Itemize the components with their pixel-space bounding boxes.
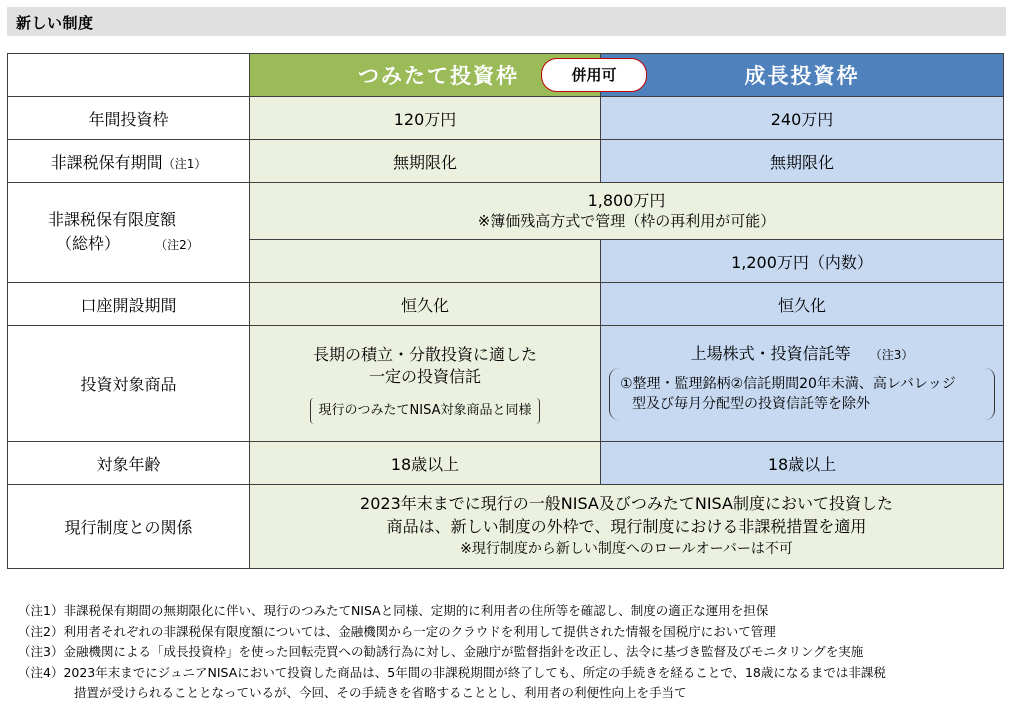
products-growth	[601, 326, 1004, 442]
corner-cell	[8, 54, 250, 97]
footnote-2: （注2）利用者それぞれの非課税保有限度額については、金融機関から一定のクラウドを利用して提供された情報を国税庁において管理	[18, 623, 776, 639]
row-label-period	[8, 140, 250, 183]
products-growth-note: （注3）	[869, 348, 914, 362]
row-label-relation: 現行制度との関係	[8, 485, 250, 569]
relation-content	[250, 485, 1004, 569]
row-label-products: 投資対象商品	[8, 326, 250, 442]
products-growth-detail1: ①整理・監理銘柄②信託期間20年未満、高レバレッジ	[620, 376, 956, 392]
relation-line1: 2023年末までに現行の一般NISA及びつみたてNISA制度において投資した	[360, 494, 893, 513]
limit-growth-sub: 1,200万円（内数）	[601, 240, 1004, 283]
footnote-4-line2: 措置が受けられることとなっているが、今回、その手続きを省略することとし、利用者の利便性向上を手当て	[74, 685, 687, 700]
products-growth-detail-box	[609, 368, 995, 420]
table-row	[8, 183, 1004, 240]
limit-shared	[250, 183, 1004, 240]
combinable-badge: 併用可	[541, 58, 647, 92]
limit-tsumitate-empty	[250, 240, 601, 283]
account-tsumitate: 恒久化	[250, 283, 601, 326]
annual-tsumitate: 120万円	[250, 97, 601, 140]
products-growth-title: 上場株式・投資信託等	[690, 344, 851, 363]
table-row	[8, 283, 1004, 326]
growth-header: 成長投資枠	[601, 54, 1004, 97]
nisa-comparison-table	[7, 53, 1004, 569]
limit-label-line1: 非課税保有限度額	[48, 210, 177, 229]
table-row	[8, 140, 1004, 183]
table-header-row	[8, 54, 1004, 97]
annual-growth: 240万円	[601, 97, 1004, 140]
limit-method: ※簿価残高方式で管理（枠の再利用が可能）	[477, 212, 776, 230]
table-row	[8, 97, 1004, 140]
period-note: （注1）	[162, 156, 207, 171]
tsumitate-header: つみたて投資枠	[250, 54, 601, 97]
table-row	[8, 442, 1004, 485]
products-tsumitate-bracket: 現行のつみたてNISA対象商品と同様	[310, 398, 541, 424]
products-tsumitate-line1: 長期の積立・分散投資に適した	[312, 344, 537, 364]
row-label-annual: 年間投資枠	[8, 97, 250, 140]
footnote-3: （注3）金融機関による「成長投資枠」を使った回転売買への勧誘行為に対し、金融庁が監督指針を改正し、法令に基づき監督及びモニタリングを実施	[18, 644, 864, 659]
row-label-age: 対象年齢	[8, 442, 250, 485]
section-title: 新しい制度	[16, 14, 94, 32]
row-label-account: 口座開設期間	[8, 283, 250, 326]
products-tsumitate-line2: 一定の投資信託	[368, 366, 481, 386]
limit-total: 1,800万円	[587, 191, 666, 210]
period-tsumitate: 無期限化	[250, 140, 601, 183]
row-label-limit	[8, 183, 250, 283]
period-label: 非課税保有期間	[50, 152, 163, 172]
age-tsumitate: 18歳以上	[250, 442, 601, 485]
table-row	[8, 326, 1004, 442]
period-growth: 無期限化	[601, 140, 1004, 183]
age-growth: 18歳以上	[601, 442, 1004, 485]
products-tsumitate	[250, 326, 601, 442]
relation-line2: 商品は、新しい制度の外枠で、現行制度における非課税措置を適用	[386, 517, 867, 536]
products-growth-detail2: 型及び毎月分配型の投資信託等を除外	[632, 396, 870, 412]
limit-label-line2: （総枠）	[56, 234, 121, 253]
footnote-4-line1: （注4）2023年末までにジュニアNISAにおいて投資した商品は、5年間の非課税期間が終了しても、所定の手続きを経ることで、18歳になるまでは非課税	[18, 664, 886, 680]
account-growth: 恒久化	[601, 283, 1004, 326]
relation-line3: ※現行制度から新しい制度へのロールオーバーは不可	[460, 541, 793, 557]
limit-note: （注2）	[155, 238, 199, 252]
footnote-1: （注1）非課税保有期間の無期限化に伴い、現行のつみたてNISAと同様、定期的に利用者の住所等を確認し、制度の適正な運用を担保	[18, 603, 769, 618]
table-row	[8, 485, 1004, 569]
section-header	[7, 7, 1006, 36]
footnotes	[18, 601, 1003, 704]
